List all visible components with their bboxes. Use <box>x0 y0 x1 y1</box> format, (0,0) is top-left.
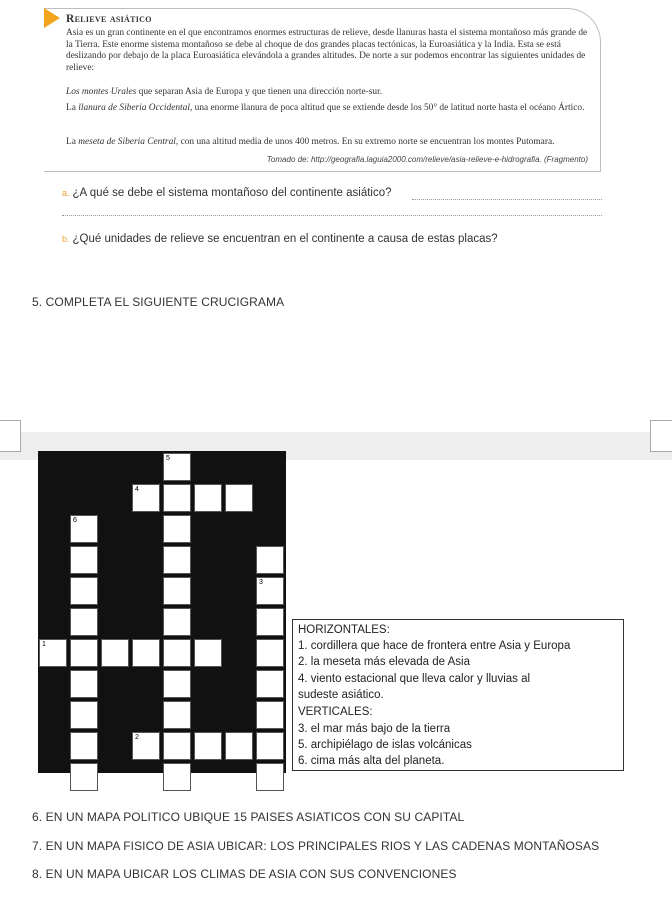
reading-em-urales: Los montes Urales <box>66 87 137 97</box>
crossword-cell[interactable] <box>70 732 98 760</box>
crossword-cell[interactable] <box>70 546 98 574</box>
clue-v5: 5. archipiélago de islas volcánicas <box>298 739 472 751</box>
question-a <box>62 187 392 199</box>
question-b-text: ¿Qué unidades de relieve se encuentran en el continente a causa de estas placas? <box>72 233 498 245</box>
heading-climate-map: 8. EN UN MAPA UBICAR LOS CLIMAS DE ASIA CON SUS CONVENCIONES <box>32 867 457 881</box>
question-a-text: ¿A qué se debe el sistema montañoso del continente asiático? <box>72 187 392 199</box>
crossword-cell[interactable] <box>70 639 98 667</box>
crossword-cell[interactable] <box>163 484 191 512</box>
crossword-cell[interactable] <box>163 670 191 698</box>
clue-v3: 3. el mar más bajo de la tierra <box>298 723 451 735</box>
reading-text-pre: La <box>66 137 79 147</box>
reading-em-siberia-occidental: llanura de Siberia Occidental <box>78 103 190 113</box>
crossword-cell[interactable] <box>70 608 98 636</box>
crossword-clue-number: 6 <box>73 517 77 524</box>
crossword-cell[interactable] <box>163 515 191 543</box>
reading-em-siberia-central: meseta de Siberia Central <box>78 137 176 147</box>
clue-h2: 2. la meseta más elevada de Asia <box>298 656 470 668</box>
crossword-cell[interactable] <box>70 670 98 698</box>
crossword-cell[interactable] <box>163 732 191 760</box>
crossword-cell[interactable] <box>256 732 284 760</box>
reading-text-urales: que separan Asia de Europa y que tienen una dirección norte-sur. <box>136 87 383 97</box>
crossword-cell[interactable] <box>256 670 284 698</box>
crossword-cell[interactable] <box>163 453 191 481</box>
question-a-letter: a. <box>62 188 70 198</box>
reading-text-siberia-central: , con una altitud media de unos 400 metros. En su extremo norte se encuentran los montes Putomara. <box>175 137 555 147</box>
heading-political-map: 6. EN UN MAPA POLITICO UBIQUE 15 PAISES ASIATICOS CON SU CAPITAL <box>32 810 465 824</box>
answer-line-a-2[interactable] <box>62 215 602 216</box>
crossword-cell[interactable] <box>256 763 284 791</box>
crossword-cell[interactable] <box>163 701 191 729</box>
reading-paragraph-urales <box>66 87 590 99</box>
crossword-cell[interactable] <box>256 639 284 667</box>
clues-vertical-title: VERTICALES: <box>298 706 373 718</box>
reading-paragraph-intro: Asia es un gran continente en el que encontramos enormes estructuras de relieve, desde llanuras hasta el sistema montañoso más grande de la Tierra. Este enorme sistema montañoso se debe al choque de dos grandes placas tectónicas, la Euroasiática y la India. Esta se está deslizando por debajo de la placa Euroasiática elevándola a grandes altitudes. De norte a sur podemos encontrar las siguientes unidades de relieve: <box>66 28 588 73</box>
question-b <box>62 233 498 245</box>
crossword-cell[interactable] <box>39 639 67 667</box>
clue-h4: 4. viento estacional que lleva calor y lluvias al <box>298 673 531 685</box>
crossword-cell[interactable] <box>70 577 98 605</box>
clue-v6: 6. cima más alta del planeta. <box>298 755 445 767</box>
crossword-clue-number: 5 <box>166 455 170 462</box>
heading-physical-map: 7. EN UN MAPA FISICO DE ASIA UBICAR: LOS PRINCIPALES RIOS Y LAS CADENAS MONTAÑOSAS <box>32 839 600 853</box>
section-marker-icon <box>44 8 60 28</box>
answer-line-a[interactable] <box>412 199 602 200</box>
crossword-cell[interactable] <box>225 732 253 760</box>
crossword-cell[interactable] <box>256 701 284 729</box>
reading-paragraph-siberia-occidental <box>66 103 590 115</box>
crossword-clue-number: 4 <box>135 486 139 493</box>
crossword-clue-number: 2 <box>135 734 139 741</box>
reading-source: Tomado de: http://geografia.laguia2000.com/relieve/asia-relieve-e-hidrografia. (Fragmento) <box>266 155 588 164</box>
crossword-cell[interactable] <box>132 639 160 667</box>
crossword-cell[interactable] <box>163 639 191 667</box>
heading-crossword: 5. COMPLETA EL SIGUIENTE CRUCIGRAMA <box>32 295 285 309</box>
crossword-cell[interactable] <box>70 763 98 791</box>
reading-title: Relieve asiático <box>66 13 152 25</box>
reading-text-siberia-occidental: , una enorme llanura de poca altitud que se extiende desde los 50° de latitud norte hasta el océano Ártico. <box>189 103 585 113</box>
reading-paragraph-siberia-central <box>66 137 590 149</box>
crossword-cell[interactable] <box>70 515 98 543</box>
crossword-cell[interactable] <box>225 484 253 512</box>
crossword-cell[interactable] <box>163 577 191 605</box>
crossword-cell[interactable] <box>194 732 222 760</box>
crossword-cell[interactable] <box>132 732 160 760</box>
crossword-grid <box>38 451 286 773</box>
clue-h1: 1. cordillera que hace de frontera entre Asia y Europa <box>298 640 571 652</box>
crossword-cell[interactable] <box>163 608 191 636</box>
page-edge-right <box>650 420 672 452</box>
crossword-cell[interactable] <box>101 639 129 667</box>
crossword-cell[interactable] <box>194 639 222 667</box>
crossword-clue-number: 1 <box>42 641 46 648</box>
clues-horizontal-title: HORIZONTALES: <box>298 624 390 636</box>
crossword-cell[interactable] <box>194 484 222 512</box>
page-edge-left <box>0 420 21 452</box>
reading-text-pre: La <box>66 103 79 113</box>
crossword-cell[interactable] <box>256 546 284 574</box>
crossword-cell[interactable] <box>132 484 160 512</box>
crossword-cell[interactable] <box>256 608 284 636</box>
question-b-letter: b. <box>62 234 70 244</box>
clue-h4-cont: sudeste asiático. <box>298 689 384 701</box>
crossword-cell[interactable] <box>163 763 191 791</box>
crossword-cell[interactable] <box>256 577 284 605</box>
crossword-cell[interactable] <box>163 546 191 574</box>
crossword-cell[interactable] <box>70 701 98 729</box>
crossword-clue-number: 3 <box>259 579 263 586</box>
